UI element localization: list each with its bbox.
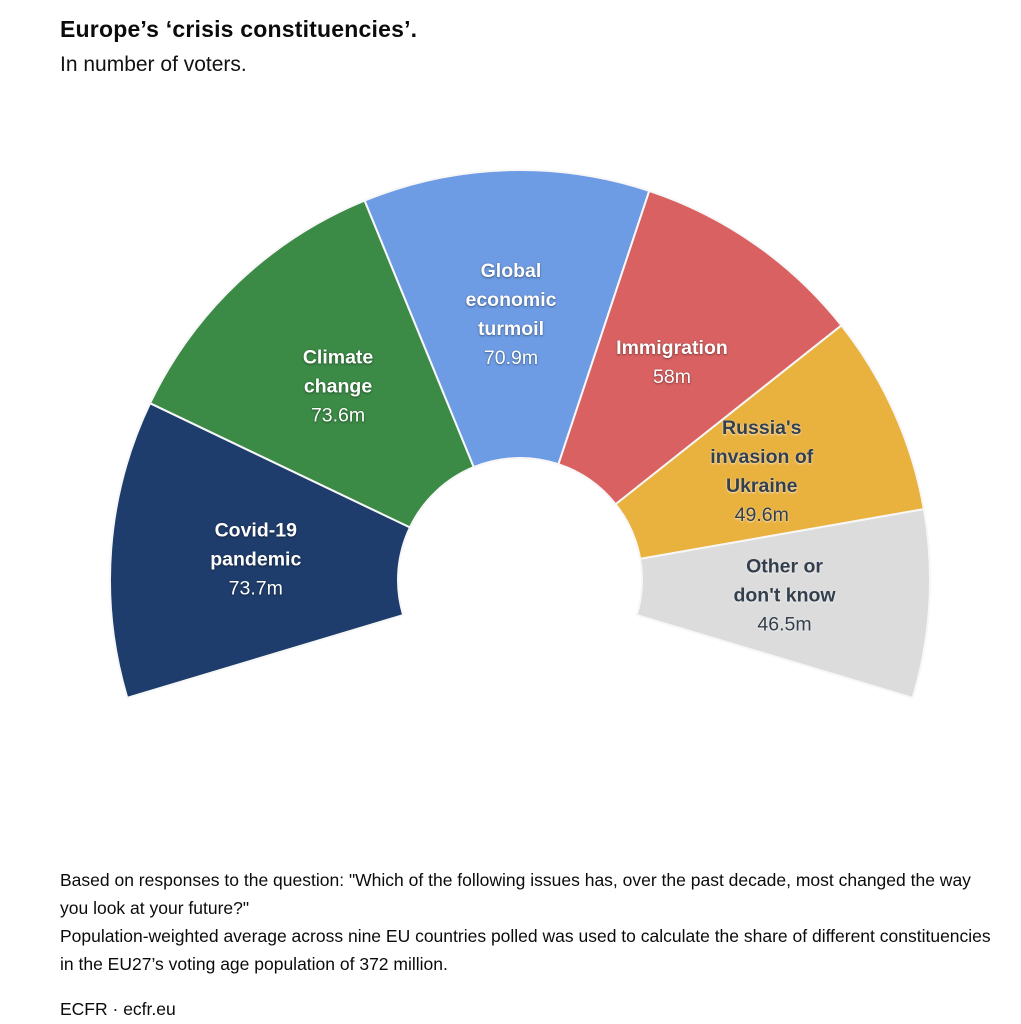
slice-label-line: Other or: [746, 555, 823, 578]
slice-value: 46.5m: [757, 613, 812, 636]
chart-title: Europe’s ‘crisis constituencies’.: [60, 16, 418, 42]
footnote-question: Based on responses to the question: "Which of the following issues has, over the past decade, most changed the way you look at your future?": [60, 870, 971, 918]
slice-value: 73.6m: [310, 404, 366, 427]
slice-label-line: Russia's: [722, 416, 802, 439]
slice-label-line: Climate: [302, 346, 374, 369]
source-credit: ECFR · ecfr.eu: [60, 999, 176, 1019]
slice-label-line: Covid-19: [214, 519, 297, 542]
chart-subtitle: In number of voters.: [60, 53, 247, 76]
footnote-method: Population-weighted average across nine EU countries polled was used to calculate the share of different constituencies in the EU27’s voting age population of 372 million.: [60, 926, 991, 974]
slice-label-line: change: [303, 375, 373, 398]
slice-label-line: pandemic: [210, 548, 302, 571]
slice-label-line: Immigration: [616, 336, 728, 359]
slice-value: 58m: [653, 365, 691, 388]
slice-label-line: invasion of: [710, 445, 814, 468]
slice-value: 70.9m: [483, 347, 539, 370]
slice-value: 73.7m: [228, 577, 283, 600]
slice-value: 49.6m: [734, 503, 789, 526]
chart-footer: [60, 866, 995, 1023]
slice-label-line: economic: [465, 289, 557, 312]
slice-label-line: don't know: [733, 584, 836, 607]
slice-label-line: Global: [480, 260, 542, 283]
slice-label-line: Ukraine: [725, 474, 798, 497]
slice-label-line: turmoil: [477, 318, 545, 341]
